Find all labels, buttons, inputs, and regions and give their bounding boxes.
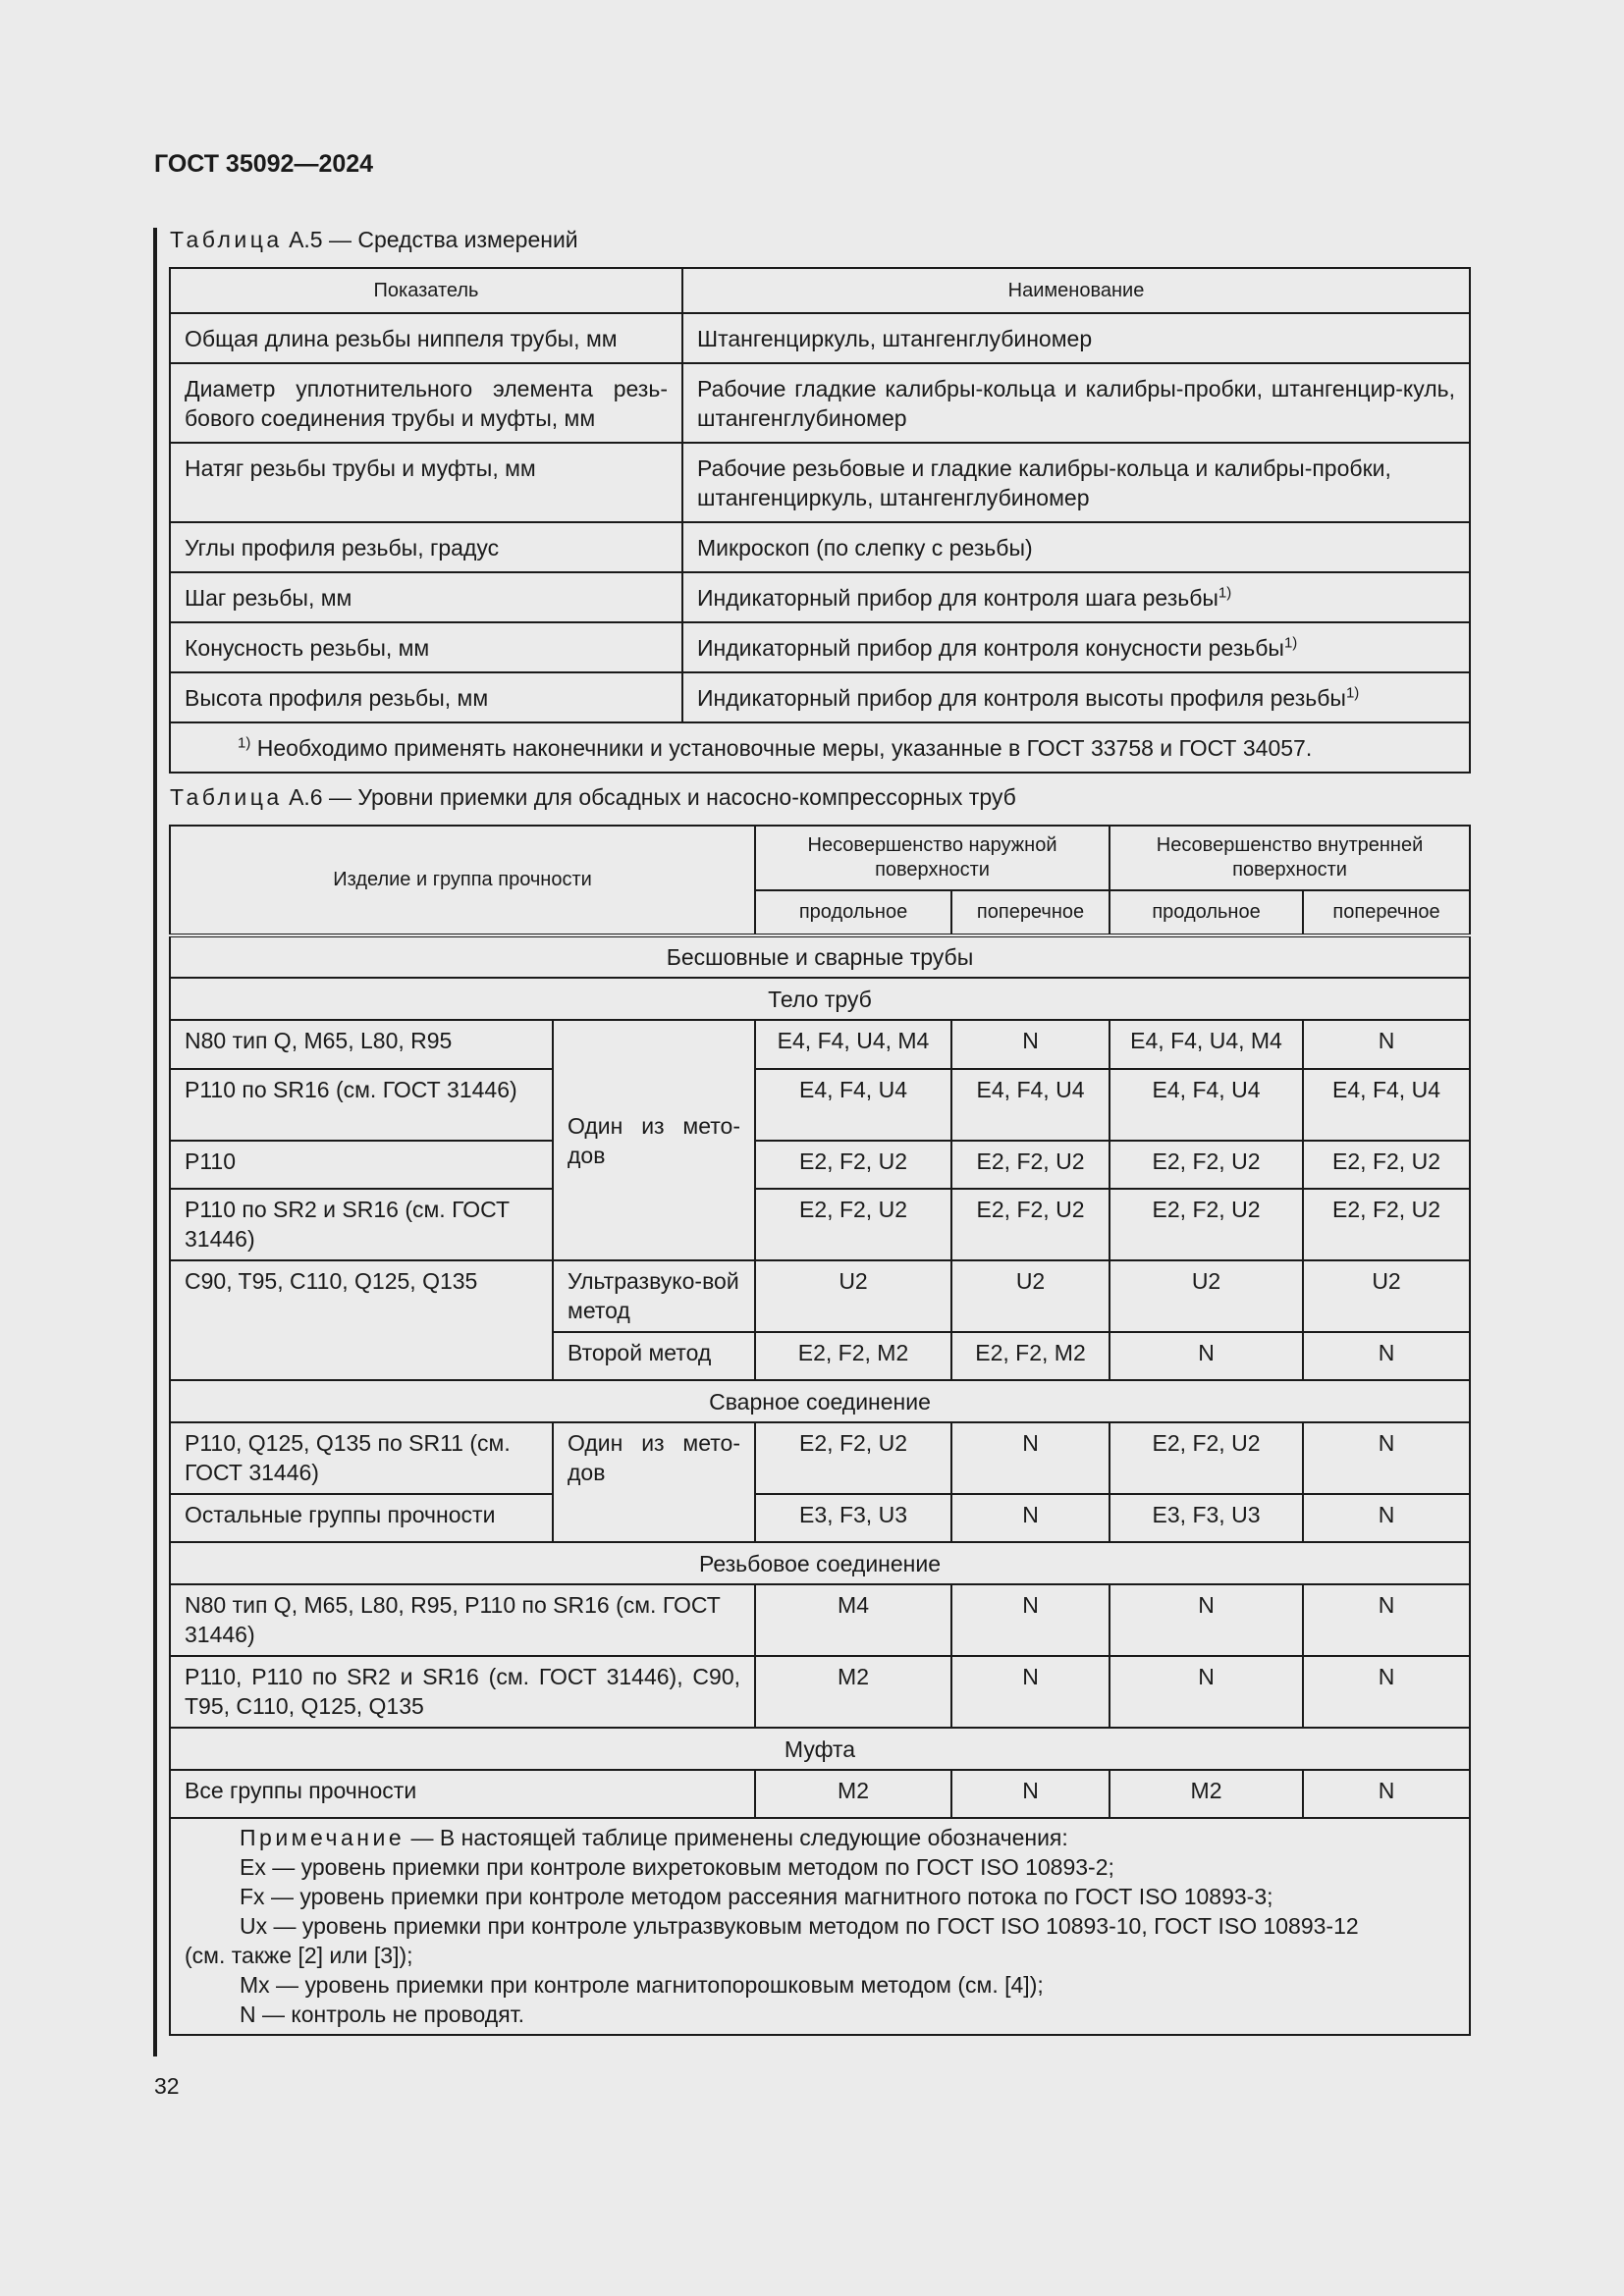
footnote: $^{1)}$ Необходимо применять наконечники и установочные меры, указанные в ГОСТ 33758 и ГОСТ 34057.	[170, 722, 1470, 773]
table-row	[170, 443, 1470, 522]
value-cell: N	[1110, 1332, 1303, 1380]
table-row	[170, 1020, 1470, 1069]
footnote-ref: 1)	[1218, 584, 1232, 602]
table-row	[170, 1584, 1470, 1656]
table-row	[170, 313, 1470, 363]
page-number: 32	[154, 2073, 180, 2099]
instrument-cell: Рабочие гладкие калибры-кольца и калибры-пробки, штангенцир-куль, штангенглубиномер	[682, 363, 1470, 443]
value-cell: E3, F3, U3	[1110, 1494, 1303, 1542]
table-row	[170, 1770, 1470, 1818]
strength-group-cell: N80 тип Q, M65, L80, R95	[170, 1020, 553, 1069]
instrument-cell: Индикаторный прибор для контроля высоты профиля резьбы$^{1)}$	[682, 672, 1470, 722]
longitudinal-header: продольное	[1110, 890, 1303, 935]
column-header: Наименование	[682, 268, 1470, 313]
table-row	[170, 1260, 1470, 1332]
value-cell: E2, F2, U2	[951, 1141, 1110, 1189]
value-cell: M2	[755, 1656, 951, 1728]
table-row	[170, 1189, 1470, 1260]
value-cell: E4, F4, U4, M4	[755, 1020, 951, 1069]
footnote-ref: 1)	[1283, 634, 1298, 652]
value-cell: E2, F2, U2	[755, 1189, 951, 1260]
method-cell: Один из мето-дов	[553, 1020, 755, 1260]
param-cell: Общая длина резьбы ниппеля трубы, мм	[170, 313, 682, 363]
section-title: Сварное соединение	[170, 1380, 1470, 1422]
instrument-cell: Индикаторный прибор для контроля шага резьбы$^{1)}$	[682, 572, 1470, 622]
note-row	[170, 1818, 1470, 2035]
section-title: Бесшовные и сварные трубы	[170, 935, 1470, 978]
value-cell: E4, F4, U4, M4	[1110, 1020, 1303, 1069]
strength-group-cell: P110 по SR16 (см. ГОСТ 31446)	[170, 1069, 553, 1141]
instrument-cell: Штангенциркуль, штангенглубиномер	[682, 313, 1470, 363]
param-cell: Натяг резьбы трубы и муфты, мм	[170, 443, 682, 522]
section-title: Муфта	[170, 1728, 1470, 1770]
table-row	[170, 1422, 1470, 1494]
strength-group-cell: P110, P110 по SR2 и SR16 (см. ГОСТ 31446), C90, T95, C110, Q125, Q135	[170, 1656, 755, 1728]
inner-surface-header: Несовершенство внутренней поверхности	[1110, 826, 1470, 890]
note-line: (см. также [2] или [3]);	[185, 1943, 413, 1968]
document-header: ГОСТ 35092—2024	[154, 150, 374, 178]
value-cell: E2, F2, U2	[755, 1422, 951, 1494]
table-row	[170, 672, 1470, 722]
param-cell: Высота профиля резьбы, мм	[170, 672, 682, 722]
note-line: N — контроль не проводят.	[240, 2002, 525, 2027]
strength-group-cell: P110	[170, 1141, 553, 1189]
footnote-row	[170, 722, 1470, 773]
table-row	[170, 522, 1470, 572]
value-cell: M2	[1110, 1770, 1303, 1818]
value-cell: N	[951, 1656, 1110, 1728]
value-cell: E4, F4, U4	[1110, 1069, 1303, 1141]
revision-bar	[153, 228, 157, 2056]
value-cell: M4	[755, 1584, 951, 1656]
value-cell: N	[951, 1422, 1110, 1494]
section-row	[170, 978, 1470, 1020]
strength-group-cell: N80 тип Q, M65, L80, R95, P110 по SR16 (см. ГОСТ 31446)	[170, 1584, 755, 1656]
value-cell: N	[1303, 1656, 1470, 1728]
section-row	[170, 1728, 1470, 1770]
value-cell: E4, F4, U4	[755, 1069, 951, 1141]
strength-group-cell: P110 по SR2 и SR16 (см. ГОСТ 31446)	[170, 1189, 553, 1260]
value-cell: N	[1110, 1656, 1303, 1728]
value-cell: E4, F4, U4	[1303, 1069, 1470, 1141]
table-a6	[169, 825, 1471, 2036]
value-cell: E3, F3, U3	[755, 1494, 951, 1542]
method-cell: Ультразвуко-вой метод	[553, 1260, 755, 1332]
value-cell: N	[1303, 1494, 1470, 1542]
table-a6-caption: Таблица А.6 — Уровни приемки для обсадных и насосно-компрессорных труб	[170, 784, 1016, 810]
table-row	[170, 572, 1470, 622]
outer-surface-header: Несовершенство наружной поверхности	[755, 826, 1110, 890]
value-cell: N	[1110, 1584, 1303, 1656]
param-cell: Конусность резьбы, мм	[170, 622, 682, 672]
table-header-row	[170, 268, 1470, 313]
table-a5-caption: Таблица А.5 — Средства измерений	[170, 227, 578, 252]
param-cell: Шаг резьбы, мм	[170, 572, 682, 622]
value-cell: U2	[1303, 1260, 1470, 1332]
value-cell: N	[1303, 1584, 1470, 1656]
value-cell: E2, F2, U2	[951, 1189, 1110, 1260]
note-line: Ux — уровень приемки при контроле ультразвуковым методом по ГОСТ ISO 10893-10, ГОСТ ISO 10893-12	[240, 1913, 1359, 1939]
value-cell: N	[1303, 1422, 1470, 1494]
value-cell: N	[1303, 1332, 1470, 1380]
value-cell: M2	[755, 1770, 951, 1818]
value-cell: U2	[951, 1260, 1110, 1332]
value-cell: E2, F2, U2	[1303, 1189, 1470, 1260]
instrument-cell: Микроскоп (по слепку с резьбы)	[682, 522, 1470, 572]
strength-group-cell: Остальные группы прочности	[170, 1494, 553, 1542]
value-cell: N	[1303, 1770, 1470, 1818]
note-line: Mx — уровень приемки при контроле магнитопорошковым методом (см. [4]);	[240, 1972, 1044, 1998]
table-note	[170, 1818, 1470, 2035]
instrument-cell: Индикаторный прибор для контроля конусности резьбы$^{1)}$	[682, 622, 1470, 672]
value-cell: U2	[1110, 1260, 1303, 1332]
value-cell: U2	[755, 1260, 951, 1332]
table-row	[170, 1069, 1470, 1141]
param-cell: Диаметр уплотнительного элемента резь-бового соединения трубы и муфты, мм	[170, 363, 682, 443]
transverse-header: поперечное	[1303, 890, 1470, 935]
instrument-cell: Рабочие резьбовые и гладкие калибры-кольца и калибры-пробки, штангенциркуль, штангенглубиномер	[682, 443, 1470, 522]
value-cell: N	[951, 1020, 1110, 1069]
transverse-header: поперечное	[951, 890, 1110, 935]
table-row	[170, 1656, 1470, 1728]
table-row	[170, 363, 1470, 443]
longitudinal-header: продольное	[755, 890, 951, 935]
value-cell: E2, F2, U2	[1110, 1141, 1303, 1189]
section-title: Тело труб	[170, 978, 1470, 1020]
table-row	[170, 622, 1470, 672]
section-row	[170, 1380, 1470, 1422]
value-cell: E2, F2, U2	[1110, 1422, 1303, 1494]
strength-group-cell: P110, Q125, Q135 по SR11 (см. ГОСТ 31446)	[170, 1422, 553, 1494]
value-cell: E2, F2, U2	[1303, 1141, 1470, 1189]
note-line: Fx — уровень приемки при контроле методом рассеяния магнитного потока по ГОСТ ISO 10893-3;	[240, 1884, 1273, 1909]
value-cell: E2, F2, M2	[755, 1332, 951, 1380]
param-cell: Углы профиля резьбы, градус	[170, 522, 682, 572]
table-row	[170, 1494, 1470, 1542]
method-cell: Один из мето-дов	[553, 1422, 755, 1542]
product-header: Изделие и группа прочности	[170, 826, 755, 935]
column-header: Показатель	[170, 268, 682, 313]
method-cell: Второй метод	[553, 1332, 755, 1380]
section-row	[170, 935, 1470, 978]
value-cell: N	[951, 1494, 1110, 1542]
value-cell: E2, F2, M2	[951, 1332, 1110, 1380]
table-row	[170, 1141, 1470, 1189]
note-line: Ex — уровень приемки при контроле вихретоковым методом по ГОСТ ISO 10893-2;	[240, 1854, 1114, 1880]
value-cell: N	[1303, 1020, 1470, 1069]
value-cell: E4, F4, U4	[951, 1069, 1110, 1141]
section-title: Резьбовое соединение	[170, 1542, 1470, 1584]
value-cell: E2, F2, U2	[755, 1141, 951, 1189]
note-intro: Примечание — В настоящей таблице применены следующие обозначения:	[240, 1825, 1068, 1850]
table-a5	[169, 267, 1471, 774]
footnote-ref: 1)	[1345, 684, 1360, 702]
value-cell: N	[951, 1770, 1110, 1818]
value-cell: N	[951, 1584, 1110, 1656]
section-row	[170, 1542, 1470, 1584]
strength-group-cell: C90, T95, C110, Q125, Q135	[170, 1260, 553, 1380]
table-header-row	[170, 826, 1470, 890]
value-cell: E2, F2, U2	[1110, 1189, 1303, 1260]
strength-group-cell: Все группы прочности	[170, 1770, 755, 1818]
